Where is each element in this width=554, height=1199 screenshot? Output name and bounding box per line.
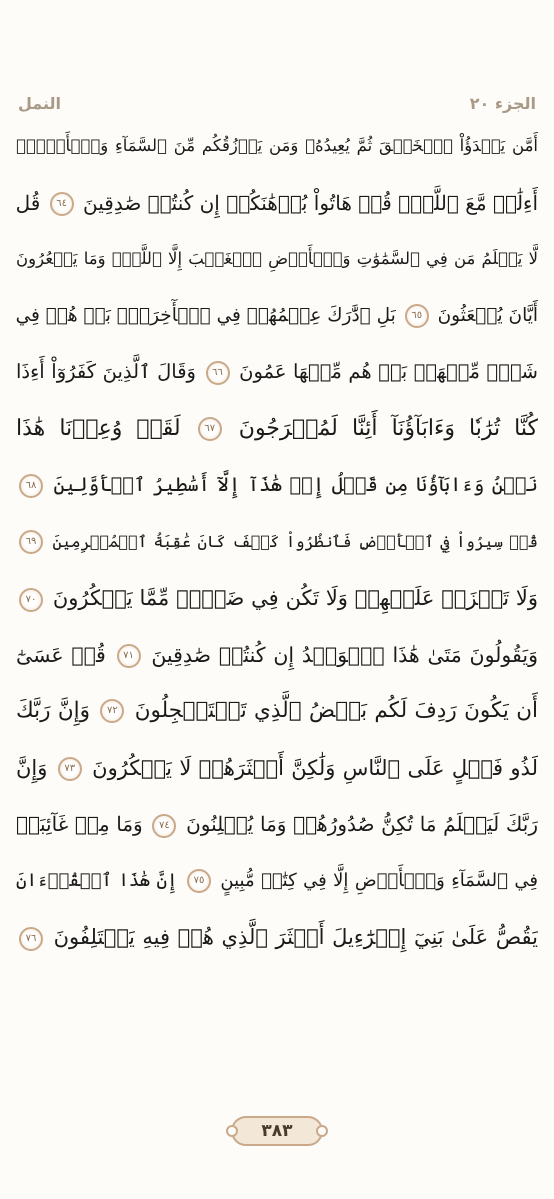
verse-line — [16, 401, 538, 458]
quran-text — [16, 118, 538, 966]
verse-text: يَقُصُّ عَلَىٰ بَنِيٓ إِسۡرَٰٓءِيلَ أَكۡثَرَ ٱلَّذِي هُمۡ فِيهِ يَخۡتَلِفُونَ ٧٦ — [16, 909, 538, 965]
verse-line — [16, 740, 538, 797]
verse-text: وَلَا تَحۡزَنۡ عَلَيۡهِمۡ وَلَا تَكُن فِي ضَيۡقٖ مِّمَّا يَمۡكُرُونَ ٧٠ — [16, 570, 538, 626]
ayah-number-marker: ٧٥ — [187, 869, 211, 893]
ayah-number-marker: ٧٢ — [100, 699, 124, 723]
ayah-number-marker: ٧٠ — [19, 588, 43, 612]
verse-continuation: وَإِنَّ رَبَّكَ — [16, 698, 98, 724]
verse-line — [16, 231, 538, 288]
verse-text: نَحۡنُ وَءَابَآؤُنَا مِن قَبۡلُ إِنۡ هَٰذَآ إِلَّآ أَسَٰطِيرُ ٱلۡأَوَّلِينَ ٦٨ — [16, 457, 538, 513]
verse-text: أَمَّن يَبۡدَؤُاْ ٱلۡخَلۡقَ ثُمَّ يُعِيدُهُۥ وَمَن يَرۡزُقُكُم مِّنَ ٱلسَّمَآءِ وَٱلۡأَرۡضِۗ — [16, 136, 538, 156]
verse-line — [16, 853, 538, 910]
ayah-number-marker: ٦٨ — [19, 474, 43, 498]
page-header — [18, 88, 536, 118]
ayah-number-marker: ٧٣ — [58, 757, 82, 781]
ayah-number-marker: ٦٦ — [206, 361, 230, 385]
verse-text: كُنَّا تُرَٰبٗا وَءَابَآؤُنَآ أَئِنَّا لَمُخۡرَجُونَ ٦٧ لَقَدۡ وُعِدۡنَا هَٰذَا — [16, 415, 538, 441]
verse-text: قُلۡ سِيرُواْ فِي ٱلۡأَرۡضِ فَٱنظُرُواْ كَيۡفَ كَانَ عَٰقِبَةُ ٱلۡمُجۡرِمِينَ ٦٩ — [16, 514, 538, 570]
juz-label: الجزء ٢٠ — [469, 93, 536, 113]
verse-text: وَيَقُولُونَ مَتَىٰ هَٰذَا ٱلۡوَعۡدُ إِن كُنتُمۡ صَٰدِقِينَ ٧١ قُلۡ عَسَىٰٓ — [16, 642, 538, 667]
verse-text: رَبَّكَ لَيَعۡلَمُ مَا تُكِنُّ صُدُورُهُمۡ وَمَا يُعۡلِنُونَ ٧٤ وَمَا مِنۡ غَآئِبَةٖ — [16, 812, 538, 837]
ayah-number-marker: ٦٩ — [19, 530, 43, 554]
page-number: ٣٨٣ — [231, 1116, 323, 1146]
verse-text: لَّا يَعۡلَمُ مَن فِي ٱلسَّمَٰوَٰتِ وَٱلۡأَرۡضِ ٱلۡغَيۡبَ إِلَّا ٱللَّهُۚ وَمَا يَشۡعُرُونَ — [16, 249, 538, 269]
verse-continuation: وَقَالَ ٱلَّذِينَ كَفَرُوٓاْ أَءِذَا — [16, 360, 203, 384]
verse-line — [16, 627, 538, 684]
verse-continuation: لَقَدۡ وُعِدۡنَا هَٰذَا — [16, 415, 195, 441]
ayah-number-marker: ٦٤ — [50, 192, 74, 216]
verse-line — [16, 457, 538, 514]
verse-text: أَن يَكُونَ رَدِفَ لَكُم بَعۡضُ ٱلَّذِي تَسۡتَعۡجِلُونَ ٧٢ وَإِنَّ رَبَّكَ — [16, 698, 538, 724]
verse-continuation: إِنَّ هَٰذَا ٱلۡقُرۡءَانَ — [16, 869, 184, 891]
verse-line — [16, 909, 538, 966]
verse-line — [16, 683, 538, 740]
ayah-number-marker: ٧٦ — [19, 927, 43, 951]
verse-text: فِي ٱلسَّمَآءِ وَٱلۡأَرۡضِ إِلَّا فِي كِتَٰبٖ مُّبِينٍ ٧٥ إِنَّ هَٰذَا ٱلۡقُرۡءَانَ — [16, 869, 538, 891]
ayah-number-marker: ٦٧ — [198, 417, 222, 441]
verse-line — [16, 796, 538, 853]
ayah-number-marker: ٧٤ — [152, 814, 176, 838]
verse-text: أَيَّانَ يُبۡعَثُونَ ٦٥ بَلِ ٱدَّٰرَكَ عِلۡمُهُمۡ فِي ٱلۡأٓخِرَةِۚ بَلۡ هُمۡ فِي — [16, 304, 538, 326]
verse-continuation: وَإِنَّ — [16, 755, 55, 780]
verse-continuation: بَلِ ٱدَّٰرَكَ عِلۡمُهُمۡ فِي ٱلۡأٓخِرَةِۚ بَلۡ هُمۡ فِي — [16, 304, 402, 326]
verse-text: شَكّٖ مِّنۡهَاۖ بَلۡ هُم مِّنۡهَا عَمُونَ ٦٦ وَقَالَ ٱلَّذِينَ كَفَرُوٓاْ أَءِذَا — [16, 360, 538, 384]
verse-text: لَذُو فَضۡلٍ عَلَى ٱلنَّاسِ وَلَٰكِنَّ أَكۡثَرَهُمۡ لَا يَشۡكُرُونَ ٧٣ وَإِنَّ — [16, 755, 538, 780]
verse-line — [16, 514, 538, 571]
verse-line — [16, 344, 538, 401]
verse-line — [16, 288, 538, 345]
verse-continuation: وَمَا مِنۡ غَآئِبَةٖ — [16, 812, 150, 837]
verse-line — [16, 118, 538, 175]
ayah-number-marker: ٦٥ — [405, 304, 429, 328]
verse-line — [16, 570, 538, 627]
verse-line — [16, 175, 538, 232]
verse-continuation: قُل — [16, 190, 47, 215]
surah-name: النمل — [18, 93, 62, 113]
verse-text: أَءِلَٰهٞ مَّعَ ٱللَّهِۚ قُلۡ هَاتُواْ بُرۡهَٰنَكُمۡ إِن كُنتُمۡ صَٰدِقِينَ ٦٤ قُل — [16, 190, 538, 215]
ayah-number-marker: ٧١ — [117, 644, 141, 668]
verse-continuation: قُلۡ عَسَىٰٓ — [16, 642, 114, 667]
